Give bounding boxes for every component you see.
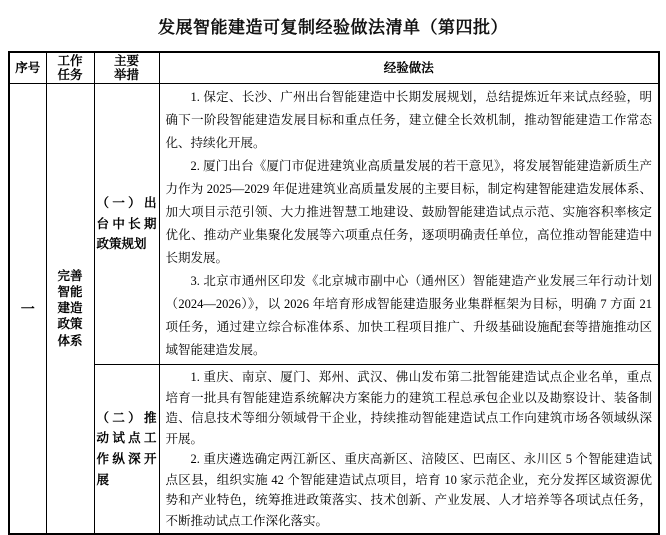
practice-item: 1. 保定、长沙、广州出台智能建造中长期发展规划，总结提炼近年来试点经验，明确下一阶段智能建造发展目标和重点任务，建立健全长效机制，推动智能建造工作常态化、持续化开展。 <box>165 90 652 150</box>
header-practice <box>159 52 659 84</box>
table-row-measure-1 <box>9 84 659 365</box>
header-measure <box>94 52 159 84</box>
header-task-label: 工作任务 <box>57 54 83 82</box>
index-value: 一 <box>20 302 35 318</box>
cell-task <box>46 84 94 535</box>
experience-table <box>8 51 660 535</box>
measure-1-label: （一）出台中长期政策规划 <box>96 196 157 252</box>
table-row-measure-2 <box>9 365 659 535</box>
practice-item: 3. 北京市通州区印发《北京城市副中心（通州区）智能建造产业发展三年行动计划（2024—2026）》，以 2026 年培育形成智能建造服务业集群框架为目标，明确 7 方面 21 项任务，通过建立综合标准体系、加快工程项目推广、升级基础设施配套等措施推动区域智能建造发展。 <box>165 274 652 357</box>
practice-item: 2. 厦门出台《厦门市促进建筑业高质量发展的若干意见》，将发展智能建造新质生产力作为 2025—2029 年促进建筑业高质量发展的主要目标，制定构建智能建造发展体系、加大项目示范引领、大力推进智慧工地建设、鼓励智能建造试点示范、实施容积率核定优化、推动产业集聚化发展等六项重点任务，逐项明确责任单位，高位推动智能建造中长期发展。 <box>165 159 652 265</box>
cell-practices-1 <box>159 84 659 365</box>
cell-practices-2 <box>159 365 659 535</box>
header-measure-label: 主要举措 <box>113 54 139 82</box>
practice-item: 2. 重庆遴选确定两江新区、重庆高新区、涪陵区、巴南区、永川区 5 个智能建造试点区县，组织实施 42 个智能建造试点项目，培育 10 家示范企业，充分发挥区域资源优势和产业特色，统筹推进政策落实、技术创新、产业发展、人才培养等各项试点任务，不断推动试点工作深化落实。 <box>165 452 652 528</box>
practice-item: 1. 重庆、南京、厦门、郑州、武汉、佛山发布第二批智能建造试点企业名单，重点培育一批具有智能建造系统解决方案能力的建筑工程总承包企业以及勘察设计、装备制造、信息技术等细分领域骨干企业，持续推动智能建造试点工作向建筑市场各领域纵深开展。 <box>165 370 652 446</box>
header-index <box>9 52 46 84</box>
header-task <box>46 52 94 84</box>
task-value: 完善智能建造政策体系 <box>57 268 83 348</box>
cell-index <box>9 84 46 535</box>
cell-measure-2 <box>94 365 159 535</box>
header-practice-label: 经验做法 <box>383 61 434 75</box>
header-row <box>9 52 659 84</box>
page-title: 发展智能建造可复制经验做法清单（第四批） <box>158 18 508 37</box>
cell-measure-1 <box>94 84 159 365</box>
header-index-label: 序号 <box>15 61 41 75</box>
measure-2-label: （二）推动试点工作纵深开展 <box>96 410 157 487</box>
